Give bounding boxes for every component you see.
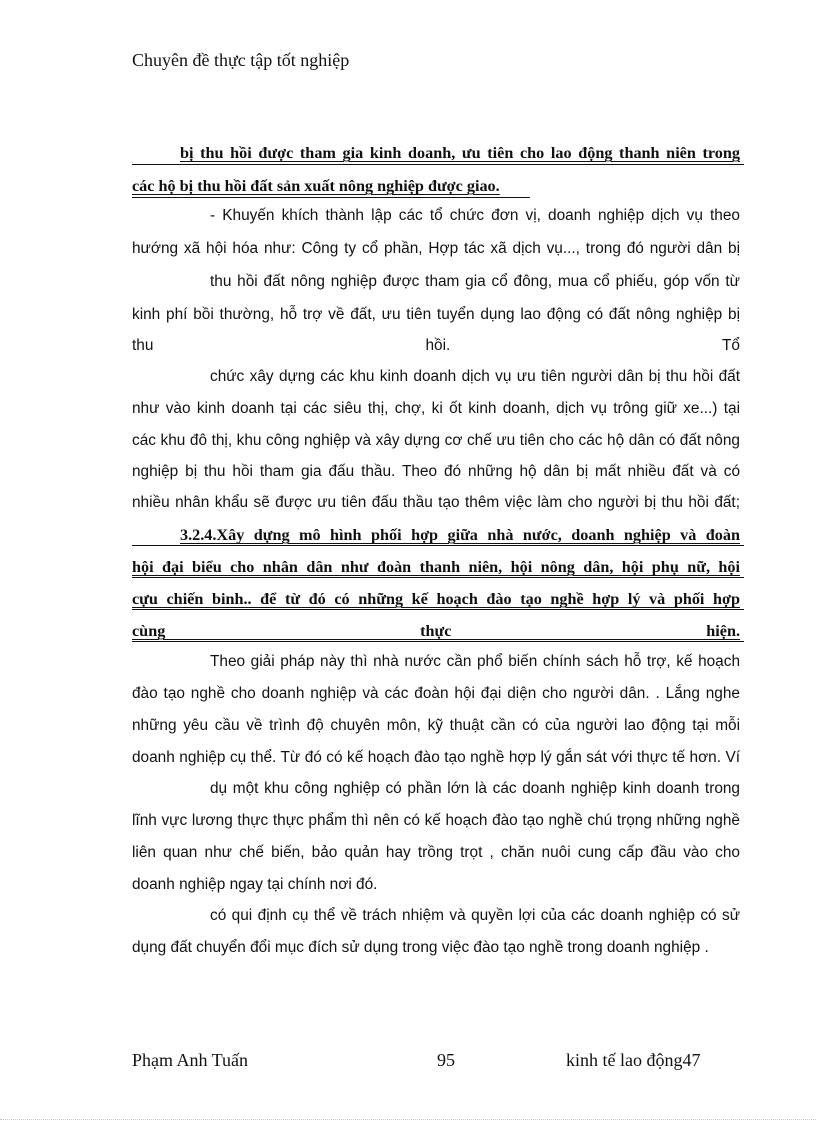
paragraph-line: lĩnh vực lương thực thực phẩm thì nên có kế hoạch đào tạo nghề chú trọng những nghề: [132, 812, 740, 829]
heading-line: các hộ bị thu hồi đất sản xuất nông nghiệp được giao.: [132, 177, 500, 195]
heading-line: bị thu hồi được tham gia kinh doanh, ưu tiên cho lao động thanh niên trong: [180, 144, 740, 162]
paragraph-line: hướng xã hội hóa như: Công ty cổ phần, Hợp tác xã dịch vụ..., trong đó người dân bị: [132, 240, 740, 257]
underline-rule: [132, 164, 744, 165]
footer-author: Phạm Anh Tuấn: [132, 1050, 249, 1070]
section-heading-line: hội đại biểu cho nhân dân như đoàn thanh niên, hội nông dân, hội phụ nữ, hội: [132, 558, 740, 576]
paragraph-line: nhiều nhân khẩu sẽ được ưu tiên đấu thầu tạo thêm việc làm cho người bị thu hồi đất;: [132, 494, 740, 511]
paragraph-line: Theo giải pháp này thì nhà nước cần phổ biến chính sách hỗ trợ, kế hoạch: [210, 653, 740, 670]
underline-rule: [132, 545, 744, 546]
underline-rule: [132, 197, 530, 198]
paragraph-line: chức xây dựng các khu kinh doanh dịch vụ ưu tiên người dân bị thu hồi đất: [210, 368, 740, 385]
section-heading-line: cùng thực hiện.: [132, 622, 740, 640]
underline-rule: [132, 641, 744, 642]
paragraph-line: có qui định cụ thể về trách nhiệm và quyền lợi của các doanh nghiệp có sử: [210, 907, 740, 924]
paragraph-line: - Khuyến khích thành lập các tổ chức đơn vị, doanh nghiệp dịch vụ theo: [210, 207, 740, 224]
paragraph-line: như vào kinh doanh tại các siêu thị, chợ, ki ốt kinh doanh, dịch vụ trông giữ xe...) tại: [132, 400, 740, 417]
page-bottom-border: [0, 1119, 816, 1120]
paragraph-line: thu hồi. Tổ: [132, 337, 740, 354]
page-header-title: Chuyên đề thực tập tốt nghiệp: [132, 50, 350, 70]
paragraph-line: kinh phí bồi thường, hỗ trợ về đất, ưu tiên tuyển dụng lao động có đất nông nghiệp bị: [132, 306, 740, 323]
paragraph-line: liên quan như chế biến, bảo quản hay trồng trọt , chăn nuôi cung cấp đầu vào cho: [132, 844, 740, 861]
paragraph-line: những yêu cầu về trình độ chuyên môn, kỹ thuật cần có của người lao động tại mỗi: [132, 717, 740, 734]
paragraph-line: dụ một khu công nghiệp có phần lớn là các doanh nghiệp kinh doanh trong: [210, 780, 740, 797]
section-heading-line: 3.2.4.Xây dựng mô hình phối hợp giữa nhà nước, doanh nghiệp và đoàn: [180, 526, 740, 544]
footer-page-number: 95: [437, 1050, 455, 1070]
section-heading-line: cựu chiến binh.. để từ đó có những kế hoạch đào tạo nghề hợp lý và phối hợp: [132, 590, 740, 608]
footer-class: kinh tế lao động47: [566, 1050, 701, 1070]
paragraph-line: thu hồi đất nông nghiệp được tham gia cổ đông, mua cổ phiếu, góp vốn từ: [210, 273, 740, 290]
paragraph-line: dụng đất chuyển đổi mục đích sử dụng trong việc đào tạo nghề trong doanh nghiệp .: [132, 939, 709, 956]
underline-rule: [132, 609, 744, 610]
paragraph-line: nghiệp bị thu hồi tham gia đấu thầu. Theo đó những hộ dân bị mất nhiều đất và có: [132, 463, 740, 480]
paragraph-line: doanh nghiệp cụ thể. Từ đó có kế hoạch đào tạo nghề hợp lý gắn sát với thực tế hơn. Ví: [132, 749, 740, 766]
paragraph-line: các khu đô thị, khu công nghiệp và xây dựng cơ chế ưu tiên cho các hộ dân có đất nông: [132, 432, 740, 449]
paragraph-line: đào tạo nghề cho doanh nghiệp và các đoàn hội đại diện cho người dân. . Lắng nghe: [132, 685, 740, 702]
paragraph-line: doanh nghiệp ngay tại chính nơi đó.: [132, 876, 378, 893]
underline-rule: [132, 577, 744, 578]
